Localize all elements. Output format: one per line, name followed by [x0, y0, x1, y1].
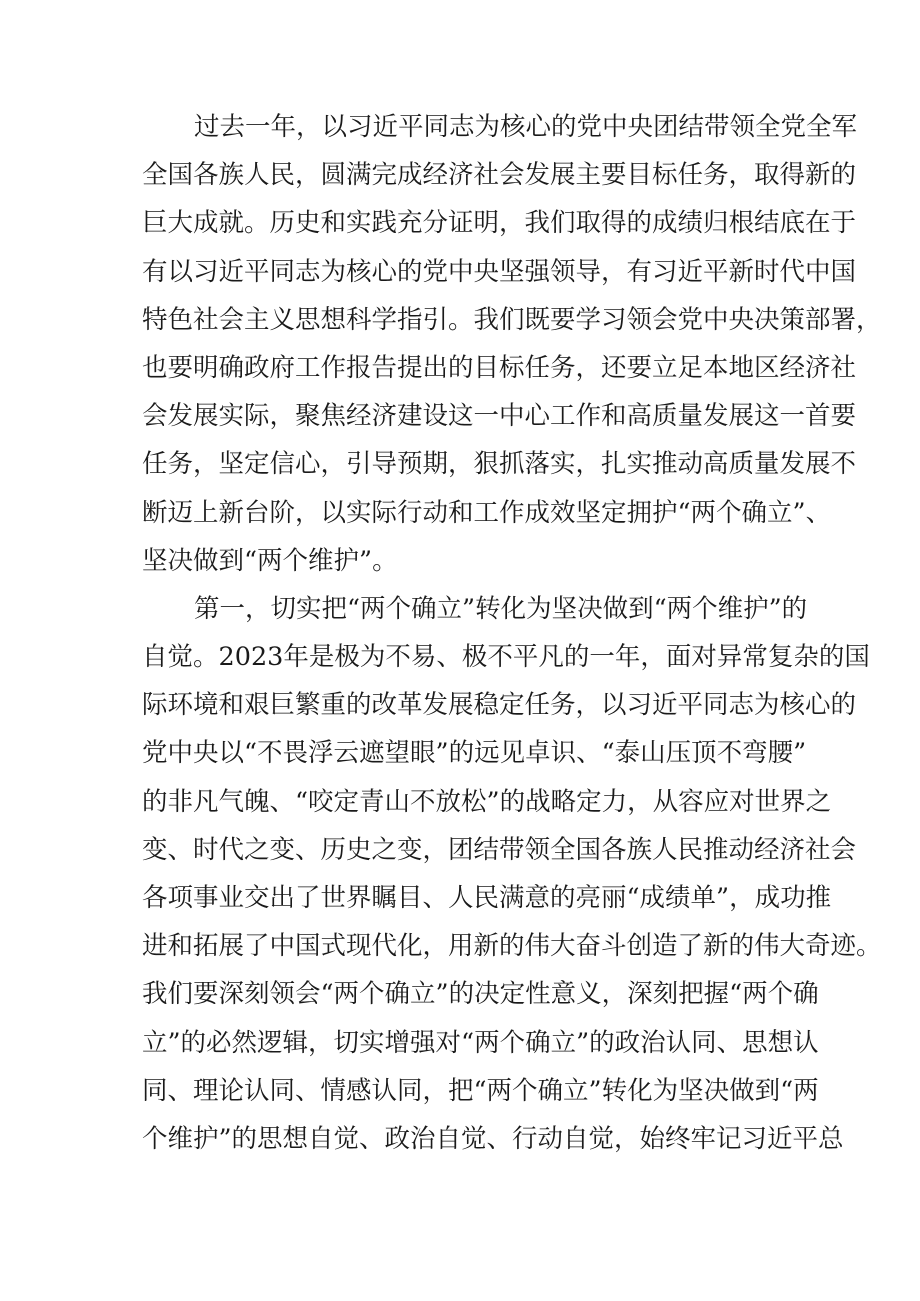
paragraph-line: 立”的必然逻辑，切实增强对“两个确立”的政治认同、思想认 — [142, 1027, 819, 1058]
paragraph-line: 第一，切实把“两个确立”转化为坚决做到“两个维护”的 — [194, 593, 808, 624]
paragraph-line: 任务，坚定信心，引导预期，狠抓落实，扎实推动高质量发展不 — [142, 449, 857, 480]
paragraph-line: 有以习近平同志为核心的党中央坚强领导，有习近平新时代中国 — [142, 256, 857, 287]
paragraph-line: 坚决做到“两个维护”。 — [142, 545, 398, 576]
paragraph-line: 个维护”的思想自觉、政治自觉、行动自觉，始终牢记习近平总 — [142, 1123, 844, 1154]
paragraph-line: 也要明确政府工作报告提出的目标任务，还要立足本地区经济社 — [142, 352, 857, 383]
paragraph-line: 的非凡气魄、“咬定青山不放松”的战略定力，从容应对世界之 — [142, 786, 832, 817]
paragraph-line: 特色社会主义思想科学指引。我们既要学习领会党中央决策部署， — [142, 304, 882, 335]
paragraph — [142, 103, 882, 585]
paragraph-line: 际环境和艰巨繁重的改革发展稳定任务，以习近平同志为核心的 — [142, 690, 857, 721]
paragraph-line: 巨大成就。历史和实践充分证明，我们取得的成绩归根结底在于 — [142, 208, 857, 239]
paragraph-line: 断迈上新台阶，以实际行动和工作成效坚定拥护“两个确立”、 — [142, 497, 832, 528]
paragraph-line: 自觉。2023年是极为不易、极不平凡的一年，面对异常复杂的国 — [142, 642, 870, 673]
paragraph — [142, 585, 882, 1163]
paragraph-line: 我们要深刻领会“两个确立”的决定性意义，深刻把握“两个确 — [142, 979, 819, 1010]
paragraph-line: 党中央以“不畏浮云遮望眼”的远见卓识、“泰山压顶不弯腰” — [142, 738, 807, 769]
paragraph-line: 进和拓展了中国式现代化，用新的伟大奋斗创造了新的伟大奇迹。 — [142, 931, 882, 962]
paragraph-line: 会发展实际，聚焦经济建设这一中心工作和高质量发展这一首要 — [142, 401, 857, 432]
paragraph-line: 全国各族人民，圆满完成经济社会发展主要目标任务，取得新的 — [142, 160, 857, 191]
paragraph-line: 各项事业交出了世界瞩目、人民满意的亮丽“成绩单”，成功推 — [142, 883, 832, 913]
paragraph-line: 过去一年，以习近平同志为核心的党中央团结带领全党全军 — [194, 112, 858, 142]
paragraph-line: 变、时代之变、历史之变，团结带领全国各族人民推动经济社会 — [142, 834, 857, 865]
paragraph-line: 同、理论认同、情感认同，把“两个确立”转化为坚决做到“两 — [142, 1075, 819, 1106]
document-body — [142, 103, 882, 1163]
